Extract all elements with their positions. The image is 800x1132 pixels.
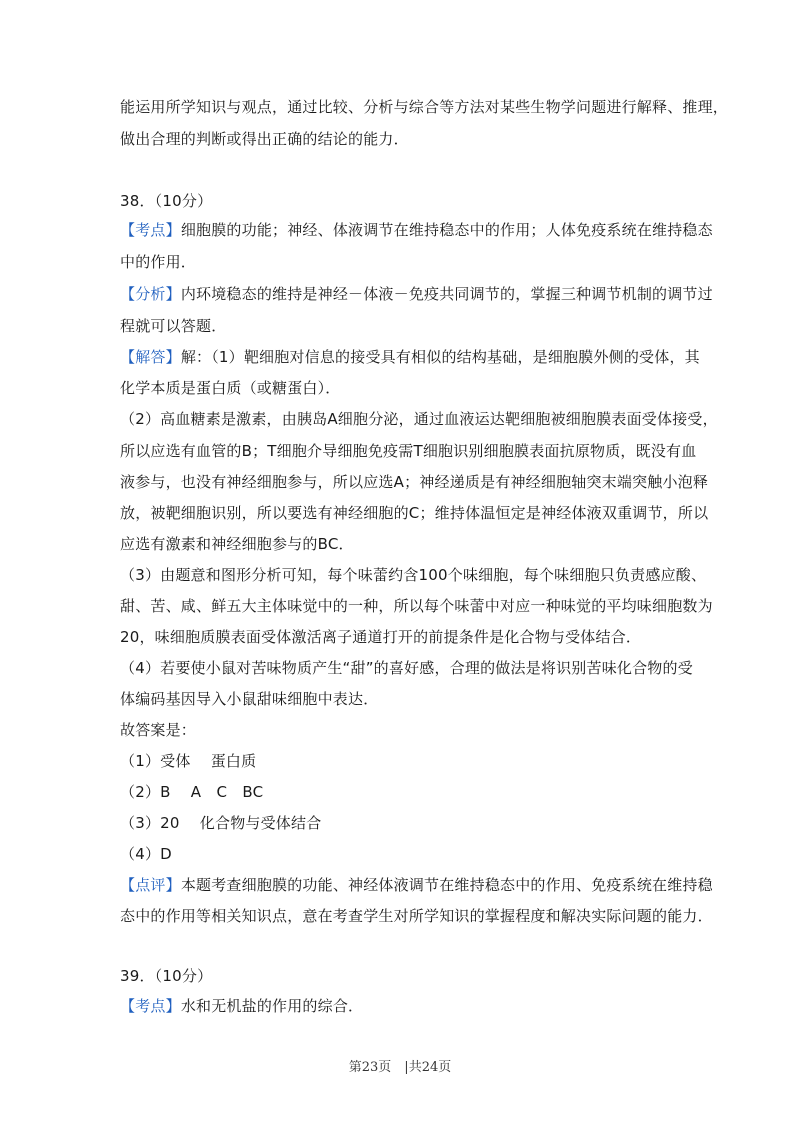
q38-part2-line1: （2）高血糖素是激素，由胰岛A细胞分泌，通过血液运达靶细胞被细胞膜表面受体接受， — [120, 410, 718, 428]
answer-label: 故答案是： — [120, 721, 197, 739]
q38-part4-line1: （4）若要使小鼠对苦味物质产生“甜”的喜好感，合理的做法是将识别苦味化合物的受 — [120, 659, 693, 677]
jieda-tag: 【解答】 — [120, 348, 181, 366]
q38-part3-line3: 20，味细胞质膜表面受体激活离子通道打开的前提条件是化合物与受体结合． — [120, 628, 642, 646]
q38-part3-line1: （3）由题意和图形分析可知，每个味蕾约含100个味细胞，每个味细胞只负责感应酸、 — [120, 566, 707, 584]
page-footer: 第23页 |共24页 — [348, 1060, 452, 1075]
question-38-header: 38．（10分） — [120, 192, 213, 210]
q39-kaodian — [120, 995, 363, 1017]
answer-3: （3）20 化合物与受体结合 — [120, 814, 322, 832]
answer-1: （1）受体 蛋白质 — [120, 752, 257, 770]
kaodian-text: 细胞膜的功能；神经、体液调节在维持稳态中的作用；人体免疫系统在维持稳态 — [180, 221, 713, 239]
q38-jieda-cont: 化学本质是蛋白质（或糖蛋白）． — [120, 379, 341, 397]
dianping-tag: 【点评】 — [120, 876, 181, 894]
intro-line-2: 做出合理的判断或得出正确的结论的能力． — [120, 130, 409, 148]
q38-part4-line2: 体编码基因导入小鼠甜味细胞中表达． — [120, 690, 379, 708]
kaodian-tag: 【考点】 — [120, 221, 181, 239]
q38-kaodian — [120, 219, 713, 241]
q38-kaodian-cont: 中的作用． — [120, 253, 197, 271]
q38-part2-line2: 所以应选有血管的B；T细胞介导细胞免疫需T细胞识别细胞膜表面抗原物质，既没有血 — [120, 442, 697, 460]
q38-part2-line4: 放，被靶细胞识别，所以要选有神经细胞的C；维持体温恒定是神经体液双重调节，所以 — [120, 504, 709, 522]
q38-dianping — [120, 874, 713, 896]
q38-part3-line2: 甜、苦、咸、鲜五大主体味觉中的一种，所以每个味蕾中对应一种味觉的平均味细胞数为 — [120, 597, 713, 615]
dianping-text: 本题考查细胞膜的功能、神经体液调节在维持稳态中的作用、免疫系统在维持稳 — [180, 876, 713, 894]
q38-jieda — [120, 346, 700, 368]
answer-4: （4）D — [120, 845, 172, 863]
q38-dianping-cont: 态中的作用等相关知识点，意在考查学生对所学知识的掌握程度和解决实际问题的能力． — [120, 907, 713, 925]
question-39-header: 39．（10分） — [120, 967, 213, 985]
answer-2: （2）B A C BC — [120, 783, 264, 801]
fenxi-text: 内环境稳态的维持是神经－体液－免疫共同调节的，掌握三种调节机制的调节过 — [180, 285, 713, 303]
q38-fenxi — [120, 283, 713, 305]
q38-part2-line3: 液参与，也没有神经细胞参与，所以应选A；神经递质是有神经细胞轴突末端突触小泡释 — [120, 473, 709, 491]
intro-line-1: 能运用所学知识与观点，通过比较、分析与综合等方法对某些生物学问题进行解释、推理， — [120, 98, 729, 116]
jieda-text: 解：（1）靶细胞对信息的接受具有相似的结构基础，是细胞膜外侧的受体，其 — [180, 348, 700, 366]
kaodian-text: 水和无机盐的作用的综合． — [180, 997, 364, 1015]
q38-part2-line5: 应选有激素和神经细胞参与的BC． — [120, 535, 354, 553]
fenxi-tag: 【分析】 — [120, 285, 181, 303]
kaodian-tag: 【考点】 — [120, 997, 181, 1015]
q38-fenxi-cont: 程就可以答题． — [120, 317, 227, 335]
